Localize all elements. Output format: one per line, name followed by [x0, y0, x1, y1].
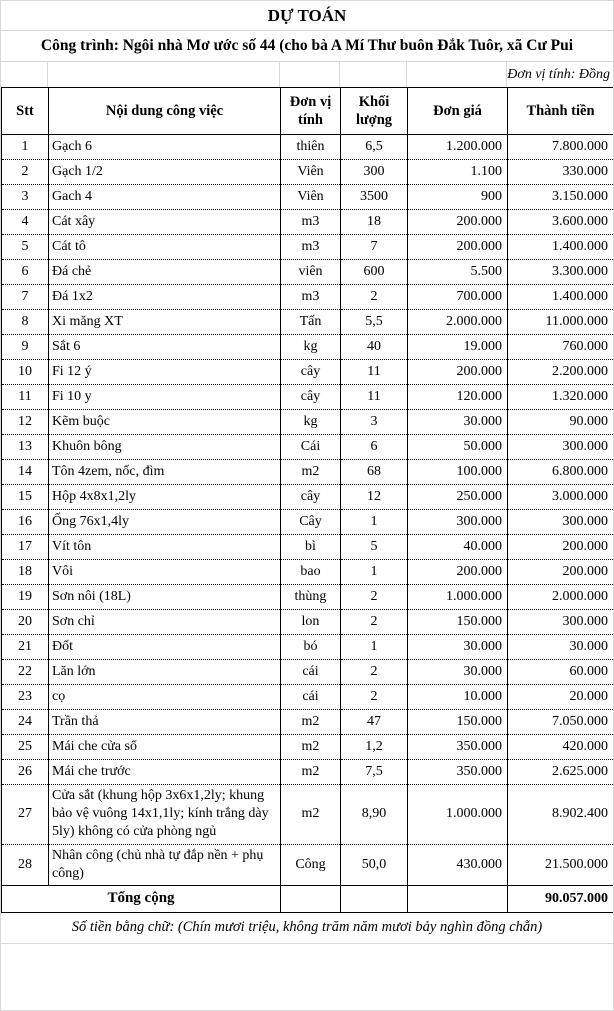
- document-title: DỰ TOÁN: [1, 1, 613, 31]
- cell-unit: Cây: [281, 510, 341, 535]
- cell-amount: 3.000.000: [508, 485, 614, 510]
- cell-amount: 2.625.000: [508, 760, 614, 785]
- cell-quantity: 600: [341, 260, 408, 285]
- column-header-amount: Thành tiền: [508, 88, 614, 135]
- total-empty-unit: [281, 885, 341, 912]
- table-body: [2, 135, 614, 886]
- grid-spacer: [280, 62, 340, 87]
- cell-stt: 9: [2, 335, 49, 360]
- cell-unit-price: 430.000: [408, 844, 508, 885]
- cell-amount: 11.000.000: [508, 310, 614, 335]
- cell-unit: bao: [281, 560, 341, 585]
- cell-stt: 18: [2, 560, 49, 585]
- grid-spacer: [407, 62, 507, 87]
- cell-amount: 300.000: [508, 435, 614, 460]
- cell-description: Vôi: [49, 560, 281, 585]
- cell-quantity: 1: [341, 510, 408, 535]
- cell-quantity: 6,5: [341, 135, 408, 160]
- cell-unit-price: 1.200.000: [408, 135, 508, 160]
- cell-description: Cửa sắt (khung hộp 3x6x1,2ly; khung bảo vệ vuông 14x1,1ly; kính trắng dày 5ly) không có cửa phòng ngủ: [49, 785, 281, 845]
- cell-amount: 300.000: [508, 510, 614, 535]
- amount-in-words: Số tiền bằng chữ: (Chín mươi triệu, không trăm năm mươi bảy nghìn đồng chẵn): [1, 913, 613, 944]
- cell-amount: 7.050.000: [508, 710, 614, 735]
- cell-stt: 19: [2, 585, 49, 610]
- cell-unit-price: 40.000: [408, 535, 508, 560]
- table-row: [2, 360, 614, 385]
- cell-quantity: 68: [341, 460, 408, 485]
- cell-stt: 21: [2, 635, 49, 660]
- cell-quantity: 11: [341, 385, 408, 410]
- cell-unit: m2: [281, 735, 341, 760]
- table-row: [2, 535, 614, 560]
- cell-unit-price: 150.000: [408, 610, 508, 635]
- table-row: [2, 685, 614, 710]
- cell-description: Tôn 4zem, nốc, đìm: [49, 460, 281, 485]
- cell-stt: 8: [2, 310, 49, 335]
- cell-unit: Công: [281, 844, 341, 885]
- cell-stt: 13: [2, 435, 49, 460]
- cell-quantity: 7,5: [341, 760, 408, 785]
- cell-stt: 20: [2, 610, 49, 635]
- cell-description: Hộp 4x8x1,2ly: [49, 485, 281, 510]
- cell-unit: lon: [281, 610, 341, 635]
- cell-description: Fi 12 ý: [49, 360, 281, 385]
- column-header-description: Nội dung công việc: [49, 88, 281, 135]
- cell-unit-price: 250.000: [408, 485, 508, 510]
- cell-description: cọ: [49, 685, 281, 710]
- header-row: [2, 88, 614, 135]
- table-row: [2, 460, 614, 485]
- total-empty-unit-price: [408, 885, 508, 912]
- cell-description: Cát tô: [49, 235, 281, 260]
- cell-quantity: 5: [341, 535, 408, 560]
- cell-unit-price: 700.000: [408, 285, 508, 310]
- cell-amount: 21.500.000: [508, 844, 614, 885]
- cell-unit-price: 50.000: [408, 435, 508, 460]
- cell-quantity: 3500: [341, 185, 408, 210]
- cell-unit: m2: [281, 785, 341, 845]
- cell-quantity: 1: [341, 560, 408, 585]
- cell-quantity: 18: [341, 210, 408, 235]
- cell-description: Sắt 6: [49, 335, 281, 360]
- column-header-unit: Đơn vị tính: [281, 88, 341, 135]
- cell-unit: bì: [281, 535, 341, 560]
- cell-unit-price: 1.000.000: [408, 785, 508, 845]
- grid-spacer: [48, 62, 280, 87]
- cell-unit-price: 120.000: [408, 385, 508, 410]
- cell-quantity: 2: [341, 685, 408, 710]
- table-row: [2, 435, 614, 460]
- currency-unit-note: Đơn vị tính: Đồng: [507, 66, 610, 82]
- total-empty-quantity: [341, 885, 408, 912]
- cell-amount: 6.800.000: [508, 460, 614, 485]
- cell-amount: 330.000: [508, 160, 614, 185]
- table-row: [2, 785, 614, 845]
- cell-stt: 16: [2, 510, 49, 535]
- column-header-stt: Stt: [2, 88, 49, 135]
- cell-unit: m2: [281, 710, 341, 735]
- cell-amount: 8.902.400: [508, 785, 614, 845]
- cell-unit: m3: [281, 210, 341, 235]
- cell-stt: 26: [2, 760, 49, 785]
- table-row: [2, 260, 614, 285]
- column-header-quantity: Khối lượng: [341, 88, 408, 135]
- cell-quantity: 2: [341, 660, 408, 685]
- cell-amount: 20.000: [508, 685, 614, 710]
- cell-unit: kg: [281, 410, 341, 435]
- cell-amount: 2.000.000: [508, 585, 614, 610]
- grid-spacer: [1, 62, 48, 87]
- cell-quantity: 47: [341, 710, 408, 735]
- table-row: [2, 635, 614, 660]
- cell-unit: bó: [281, 635, 341, 660]
- cell-stt: 1: [2, 135, 49, 160]
- cell-quantity: 6: [341, 435, 408, 460]
- cell-stt: 27: [2, 785, 49, 845]
- cell-amount: 3.150.000: [508, 185, 614, 210]
- cell-stt: 14: [2, 460, 49, 485]
- cell-description: Cát xây: [49, 210, 281, 235]
- project-line: Công trình: Ngôi nhà Mơ ước số 44 (cho bà A Mí Thư buôn Đắk Tuôr, xã Cư Pui: [1, 31, 613, 62]
- cell-amount: 300.000: [508, 610, 614, 635]
- cell-amount: 3.300.000: [508, 260, 614, 285]
- cell-quantity: 3: [341, 410, 408, 435]
- cell-unit: cái: [281, 685, 341, 710]
- table-row: [2, 735, 614, 760]
- table-row: [2, 410, 614, 435]
- total-amount: 90.057.000: [508, 885, 614, 912]
- cell-quantity: 8,90: [341, 785, 408, 845]
- cell-description: Trần thả: [49, 710, 281, 735]
- cell-description: Đá 1x2: [49, 285, 281, 310]
- cell-description: Mái che cửa sổ: [49, 735, 281, 760]
- cell-amount: 60.000: [508, 660, 614, 685]
- table-row: [2, 310, 614, 335]
- cell-unit: cái: [281, 660, 341, 685]
- cell-stt: 28: [2, 844, 49, 885]
- cell-unit-price: 200.000: [408, 235, 508, 260]
- cell-description: Lăn lớn: [49, 660, 281, 685]
- cell-unit: cây: [281, 485, 341, 510]
- table-row: [2, 185, 614, 210]
- cell-quantity: 11: [341, 360, 408, 385]
- cell-quantity: 1: [341, 635, 408, 660]
- cell-unit: m2: [281, 460, 341, 485]
- cell-stt: 3: [2, 185, 49, 210]
- cell-amount: 1.400.000: [508, 235, 614, 260]
- table-row: [2, 385, 614, 410]
- cell-quantity: 2: [341, 285, 408, 310]
- cell-amount: 420.000: [508, 735, 614, 760]
- table-row: [2, 710, 614, 735]
- cell-quantity: 2: [341, 610, 408, 635]
- cell-stt: 2: [2, 160, 49, 185]
- table-row: [2, 844, 614, 885]
- cell-unit: kg: [281, 335, 341, 360]
- cell-description: Đốt: [49, 635, 281, 660]
- cell-quantity: 5,5: [341, 310, 408, 335]
- cell-stt: 24: [2, 710, 49, 735]
- cell-unit: Viên: [281, 160, 341, 185]
- table-row: [2, 510, 614, 535]
- table-row: [2, 160, 614, 185]
- cell-unit: thùng: [281, 585, 341, 610]
- table-row: [2, 610, 614, 635]
- cell-unit-price: 200.000: [408, 560, 508, 585]
- column-header-unit-price: Đơn giá: [408, 88, 508, 135]
- cell-stt: 23: [2, 685, 49, 710]
- cell-quantity: 12: [341, 485, 408, 510]
- cell-unit-price: 30.000: [408, 410, 508, 435]
- cell-unit-price: 200.000: [408, 210, 508, 235]
- total-row: [2, 885, 614, 912]
- grid-spacer: [340, 62, 407, 87]
- cell-description: Gach 4: [49, 185, 281, 210]
- table-row: [2, 660, 614, 685]
- cell-unit-price: 30.000: [408, 635, 508, 660]
- cell-unit: m3: [281, 235, 341, 260]
- cell-unit: thiên: [281, 135, 341, 160]
- cell-stt: 4: [2, 210, 49, 235]
- cell-amount: 3.600.000: [508, 210, 614, 235]
- estimate-table: [1, 87, 614, 913]
- cell-stt: 12: [2, 410, 49, 435]
- cell-description: Khuôn bông: [49, 435, 281, 460]
- cell-amount: 200.000: [508, 535, 614, 560]
- cell-amount: 90.000: [508, 410, 614, 435]
- table-header: [2, 88, 614, 135]
- cell-amount: 760.000: [508, 335, 614, 360]
- cell-description: Ống 76x1,4ly: [49, 510, 281, 535]
- cell-stt: 17: [2, 535, 49, 560]
- cell-stt: 25: [2, 735, 49, 760]
- cell-quantity: 2: [341, 585, 408, 610]
- cell-stt: 10: [2, 360, 49, 385]
- table-row: [2, 485, 614, 510]
- cell-amount: 2.200.000: [508, 360, 614, 385]
- table-row: [2, 210, 614, 235]
- cell-unit-price: 5.500: [408, 260, 508, 285]
- cell-stt: 7: [2, 285, 49, 310]
- table-row: [2, 285, 614, 310]
- cell-unit-price: 200.000: [408, 360, 508, 385]
- cell-unit-price: 1.000.000: [408, 585, 508, 610]
- table-row: [2, 585, 614, 610]
- cell-amount: 30.000: [508, 635, 614, 660]
- cell-unit-price: 350.000: [408, 760, 508, 785]
- cell-description: Xi măng XT: [49, 310, 281, 335]
- cell-description: Vít tôn: [49, 535, 281, 560]
- table-row: [2, 135, 614, 160]
- cell-unit: cây: [281, 385, 341, 410]
- cell-description: Fi 10 y: [49, 385, 281, 410]
- table-row: [2, 235, 614, 260]
- cell-unit: m2: [281, 760, 341, 785]
- cell-unit-price: 150.000: [408, 710, 508, 735]
- cell-quantity: 40: [341, 335, 408, 360]
- cell-description: Gạch 6: [49, 135, 281, 160]
- cell-description: Kẽm buộc: [49, 410, 281, 435]
- cell-quantity: 300: [341, 160, 408, 185]
- cell-unit: Viên: [281, 185, 341, 210]
- cell-quantity: 50,0: [341, 844, 408, 885]
- cell-unit-price: 900: [408, 185, 508, 210]
- table-footer: [2, 885, 614, 912]
- cell-unit: Tấn: [281, 310, 341, 335]
- cell-quantity: 1,2: [341, 735, 408, 760]
- cell-unit-price: 350.000: [408, 735, 508, 760]
- cell-stt: 6: [2, 260, 49, 285]
- cell-unit: cây: [281, 360, 341, 385]
- cell-quantity: 7: [341, 235, 408, 260]
- cell-description: Sơn nôi (18L): [49, 585, 281, 610]
- currency-unit-row: [1, 62, 613, 87]
- cell-unit: m3: [281, 285, 341, 310]
- cell-amount: 7.800.000: [508, 135, 614, 160]
- cell-unit-price: 100.000: [408, 460, 508, 485]
- cell-unit-price: 300.000: [408, 510, 508, 535]
- cell-unit-price: 19.000: [408, 335, 508, 360]
- cell-stt: 5: [2, 235, 49, 260]
- cell-amount: 200.000: [508, 560, 614, 585]
- cell-stt: 11: [2, 385, 49, 410]
- table-row: [2, 760, 614, 785]
- cell-description: Gạch 1/2: [49, 160, 281, 185]
- cell-unit-price: 30.000: [408, 660, 508, 685]
- cell-description: Sơn chỉ: [49, 610, 281, 635]
- cell-amount: 1.400.000: [508, 285, 614, 310]
- cell-description: Nhân công (chủ nhà tự đắp nền + phụ công): [49, 844, 281, 885]
- cell-unit: Cái: [281, 435, 341, 460]
- cell-description: Đá chẻ: [49, 260, 281, 285]
- table-row: [2, 335, 614, 360]
- cell-unit-price: 1.100: [408, 160, 508, 185]
- total-label: Tổng cộng: [2, 885, 281, 912]
- cell-stt: 15: [2, 485, 49, 510]
- cell-unit-price: 10.000: [408, 685, 508, 710]
- cell-stt: 22: [2, 660, 49, 685]
- cell-amount: 1.320.000: [508, 385, 614, 410]
- cell-unit-price: 2.000.000: [408, 310, 508, 335]
- table-row: [2, 560, 614, 585]
- cell-unit: viên: [281, 260, 341, 285]
- cell-description: Mái che trước: [49, 760, 281, 785]
